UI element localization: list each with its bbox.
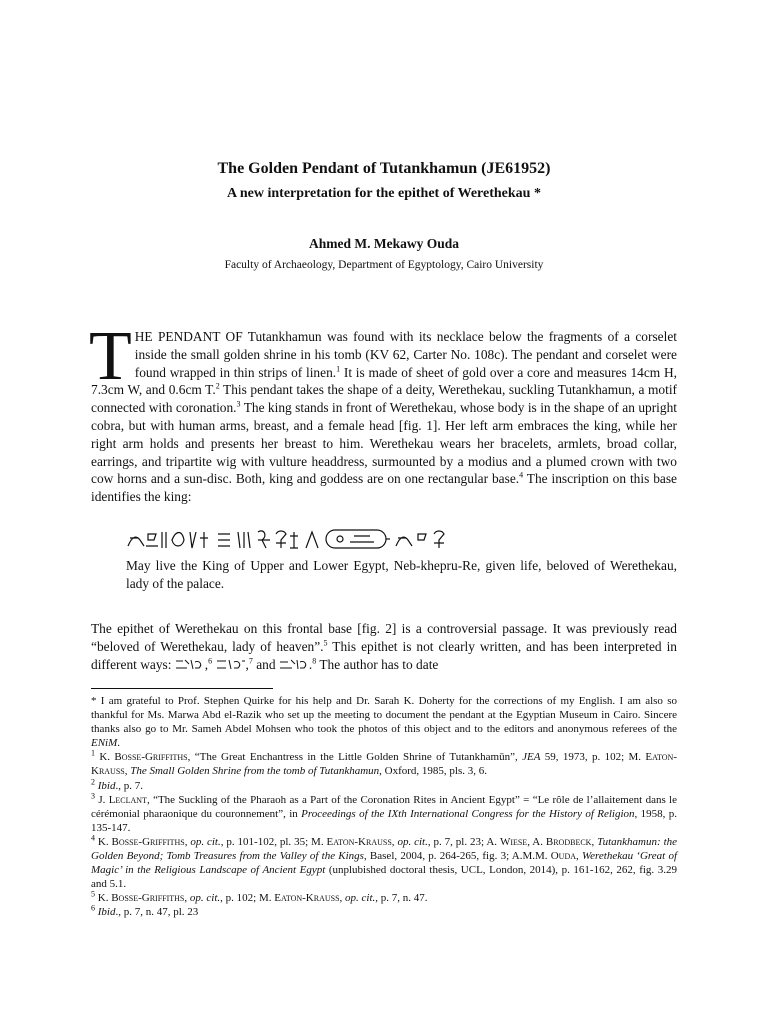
intro-text: This pendant takes the shape of a deity, Werethekau, suckling Tutankhamun, a motif connected with coronation. bbox=[91, 382, 678, 416]
footnotes bbox=[91, 694, 677, 920]
footnote-item bbox=[91, 905, 677, 919]
lead-smallcaps: HE PENDANT OF bbox=[134, 329, 243, 344]
footnote-text: , bbox=[591, 835, 598, 848]
footnote-number: 4 bbox=[91, 833, 95, 843]
footnote-text: , bbox=[184, 892, 190, 905]
footnote-text: J. bbox=[95, 793, 109, 806]
footnote-text: , “The Great Enchantress in the Little Golden Shrine of Tutankhamūn”, bbox=[187, 751, 523, 764]
epithet-text: The epithet of Werethekau on this frontal base [fig. 2] is a controversial passage. It was previously read “beloved of Werethekau, lady of heaven”. bbox=[91, 621, 677, 654]
epithet-text: , bbox=[204, 656, 209, 672]
intro-text: Tutankhamun was found with its necklace below the fragments of a corselet inside the small golden shrine in his tomb (KV 62, Carter No. 108c). The pendant and corselet were found wrapped in thin strips of linen. bbox=[134, 329, 677, 380]
footnote-text: , bbox=[339, 892, 346, 905]
footnote-ref: 3 bbox=[236, 399, 241, 409]
author-affiliation: Faculty of Archaeology, Department of Egyptology, Cairo University bbox=[224, 259, 544, 271]
footnote-text: op. cit. bbox=[190, 835, 221, 848]
footnote-text: op. cit. bbox=[189, 892, 221, 905]
footnote-author: Brodbeck bbox=[545, 835, 592, 848]
drop-cap: T bbox=[89, 318, 132, 395]
footnote-text: , “The Suckling of the Pharaoh as a Part of the Coronation Rites in Ancient Egypt” = “Le rôle de l’allaitement dans le cérémonial pharaonique du couronnement”, in bbox=[91, 793, 677, 820]
footnote-author: Eaton-Krauss bbox=[274, 892, 340, 905]
footnote-ref: 6 bbox=[208, 656, 213, 666]
footnote-text: , bbox=[184, 835, 191, 848]
footnote-number: 1 bbox=[91, 748, 95, 758]
paper-title: The Golden Pendant of Tutankhamun (JE61952) bbox=[217, 160, 551, 177]
footnote-text: , p. 102; M. bbox=[220, 892, 275, 905]
footnote-text: K. bbox=[95, 892, 112, 905]
footnote-text: Ibid bbox=[97, 906, 116, 919]
epithet-paragraph bbox=[91, 620, 677, 673]
footnote-text: Ibid bbox=[97, 779, 116, 792]
epithet-text: . bbox=[308, 656, 313, 672]
footnote-author: Eaton-Krauss bbox=[91, 751, 677, 778]
paper-subtitle: A new interpretation for the epithet of Werethekau * bbox=[227, 186, 541, 201]
footnote-text: , p. 101-102, pl. 35; M. bbox=[220, 835, 327, 848]
footnote-item bbox=[91, 891, 677, 905]
footnote-ref: 2 bbox=[215, 381, 220, 391]
footnote-number: 3 bbox=[91, 791, 95, 800]
hieroglyph-epithet-icon bbox=[279, 658, 309, 671]
footnote-text: (unplubished doctoral thesis, UCL, London, 2014), p. 161-162, 262, fig. 3.29 and 5.1. bbox=[91, 864, 677, 891]
footnote-text: , A. bbox=[527, 835, 546, 848]
footnote-text: K. bbox=[95, 835, 112, 848]
footnote-text: op. cit. bbox=[345, 892, 376, 905]
footnote-text: Tutankhamun: the Golden Beyond; Tomb Treasures from the Valley of the Kings bbox=[91, 835, 678, 863]
footnote-text: 59, 1973, p. 102; M. bbox=[540, 751, 646, 764]
footnote-ref: 8 bbox=[312, 656, 317, 666]
footnote-item bbox=[91, 776, 677, 793]
footnote-text: , bbox=[576, 850, 582, 863]
epithet-text: The author has to date bbox=[316, 656, 439, 672]
inscription-translation: May live the King of Upper and Lower Egypt, Neb-khepru-Re, given life, beloved of Werethekau, lady of the palace. bbox=[126, 558, 677, 591]
footnote-number: 6 bbox=[91, 903, 95, 913]
footnote-ref: 7 bbox=[248, 656, 253, 666]
footnote-text: , 1958, p. 135-147. bbox=[91, 807, 677, 834]
footnote-number: 5 bbox=[91, 889, 95, 899]
footnote-text: , Basel, 2004, p. 264-265, fig. 3; A.M.M. bbox=[363, 850, 551, 863]
footnote-text: , Oxford, 1985, pls. 3, 6. bbox=[379, 765, 488, 778]
footnote-separator bbox=[91, 688, 273, 689]
footnote-ref: 1 bbox=[336, 364, 341, 374]
hieroglyph-epithet-icon bbox=[216, 658, 246, 671]
intro-text: It is made of sheet of gold over a core and measures 14cm H, 7.3cm W, and 0.6cm T. bbox=[91, 364, 677, 398]
footnote-ref: 5 bbox=[323, 638, 328, 648]
footnote-text: * I am grateful to Prof. Stephen Quirke for his help and Dr. Sarah K. Doherty for the corrections of my English. I am also so thankful for Ms. Marwa Abd el-Razik who set up the meeting to document the pendant at the Egyptian Museum in Cairo. Sincere thanks also go to Mr. Sameh Abdel Mohsen who took the photos of this object and to the editors and anonymous referees of the bbox=[91, 695, 677, 736]
intro-text: The king stands in front of Werethekau, whose body is in the shape of an upright cobra, but with human arms, breast, and a female head [fig. 1]. Her left arm embraces the king, while her right arm holds and presents her breast to him. Werethekau wears her bracelets, armlets, broad collar, earrings, and tripartite wig with vulture headdress, surmounted by a modius and a plumed crown with two cow horns and a sun-disc. Both, king and goddess are on one rectangular base. bbox=[91, 400, 677, 487]
footnote-text: , p. 7, n. 47. bbox=[375, 892, 428, 905]
footnote-text: ENiM bbox=[91, 737, 118, 750]
footnote-number: 2 bbox=[91, 776, 95, 786]
intro-paragraph bbox=[89, 318, 678, 506]
hieroglyph-inscription-icon bbox=[126, 526, 446, 552]
epithet-text: and bbox=[252, 656, 279, 672]
footnote-text: JEA bbox=[522, 751, 541, 764]
footnote-text: , bbox=[124, 765, 131, 778]
footnote-text: Proceedings of the IXth International Congress for the History of Religion bbox=[301, 807, 635, 820]
footnote-author: Bosse-Griffiths bbox=[114, 751, 188, 764]
intro-text: The inscription on this base identifies the king: bbox=[91, 471, 678, 505]
footnote-author: Eaton-Krauss bbox=[326, 835, 392, 848]
footnote-item bbox=[91, 793, 677, 835]
footnote-text: Werethekau ‘Great of Magic’ in the Religious Landscape of Ancient Egypt bbox=[91, 850, 678, 877]
footnote-text: , p. 7, pl. 23; A. bbox=[427, 835, 500, 848]
footnote-item bbox=[91, 694, 677, 750]
epithet-text: This epithet is not clearly written, and has been interpreted in different ways: bbox=[91, 638, 677, 672]
footnote-item bbox=[91, 835, 677, 891]
hieroglyph-epithet-icon bbox=[175, 658, 205, 671]
footnote-text: The Small Golden Shrine from the tomb of Tutankhamun bbox=[130, 765, 380, 778]
footnote-author: Bosse-Griffiths bbox=[111, 892, 185, 905]
footnote-text: ., p. 7, n. 47, pl. 23 bbox=[115, 906, 199, 919]
footnote-text: , bbox=[391, 835, 398, 848]
footnote-author: Ouda bbox=[550, 850, 577, 863]
footnote-item bbox=[91, 750, 677, 778]
footnote-text: K. bbox=[95, 751, 115, 764]
footnote-author: Wiese bbox=[499, 835, 528, 848]
footnote-author: Bosse-Griffiths bbox=[111, 835, 185, 848]
footnote-text: op. cit. bbox=[397, 835, 428, 848]
footnote-text: ., p. 7. bbox=[115, 779, 143, 792]
footnote-ref: 4 bbox=[519, 470, 524, 480]
footnote-author: Leclant bbox=[108, 793, 147, 806]
footnote-text: . bbox=[117, 737, 121, 750]
author-name: Ahmed M. Mekawy Ouda bbox=[308, 236, 459, 251]
epithet-text: , bbox=[245, 656, 249, 672]
